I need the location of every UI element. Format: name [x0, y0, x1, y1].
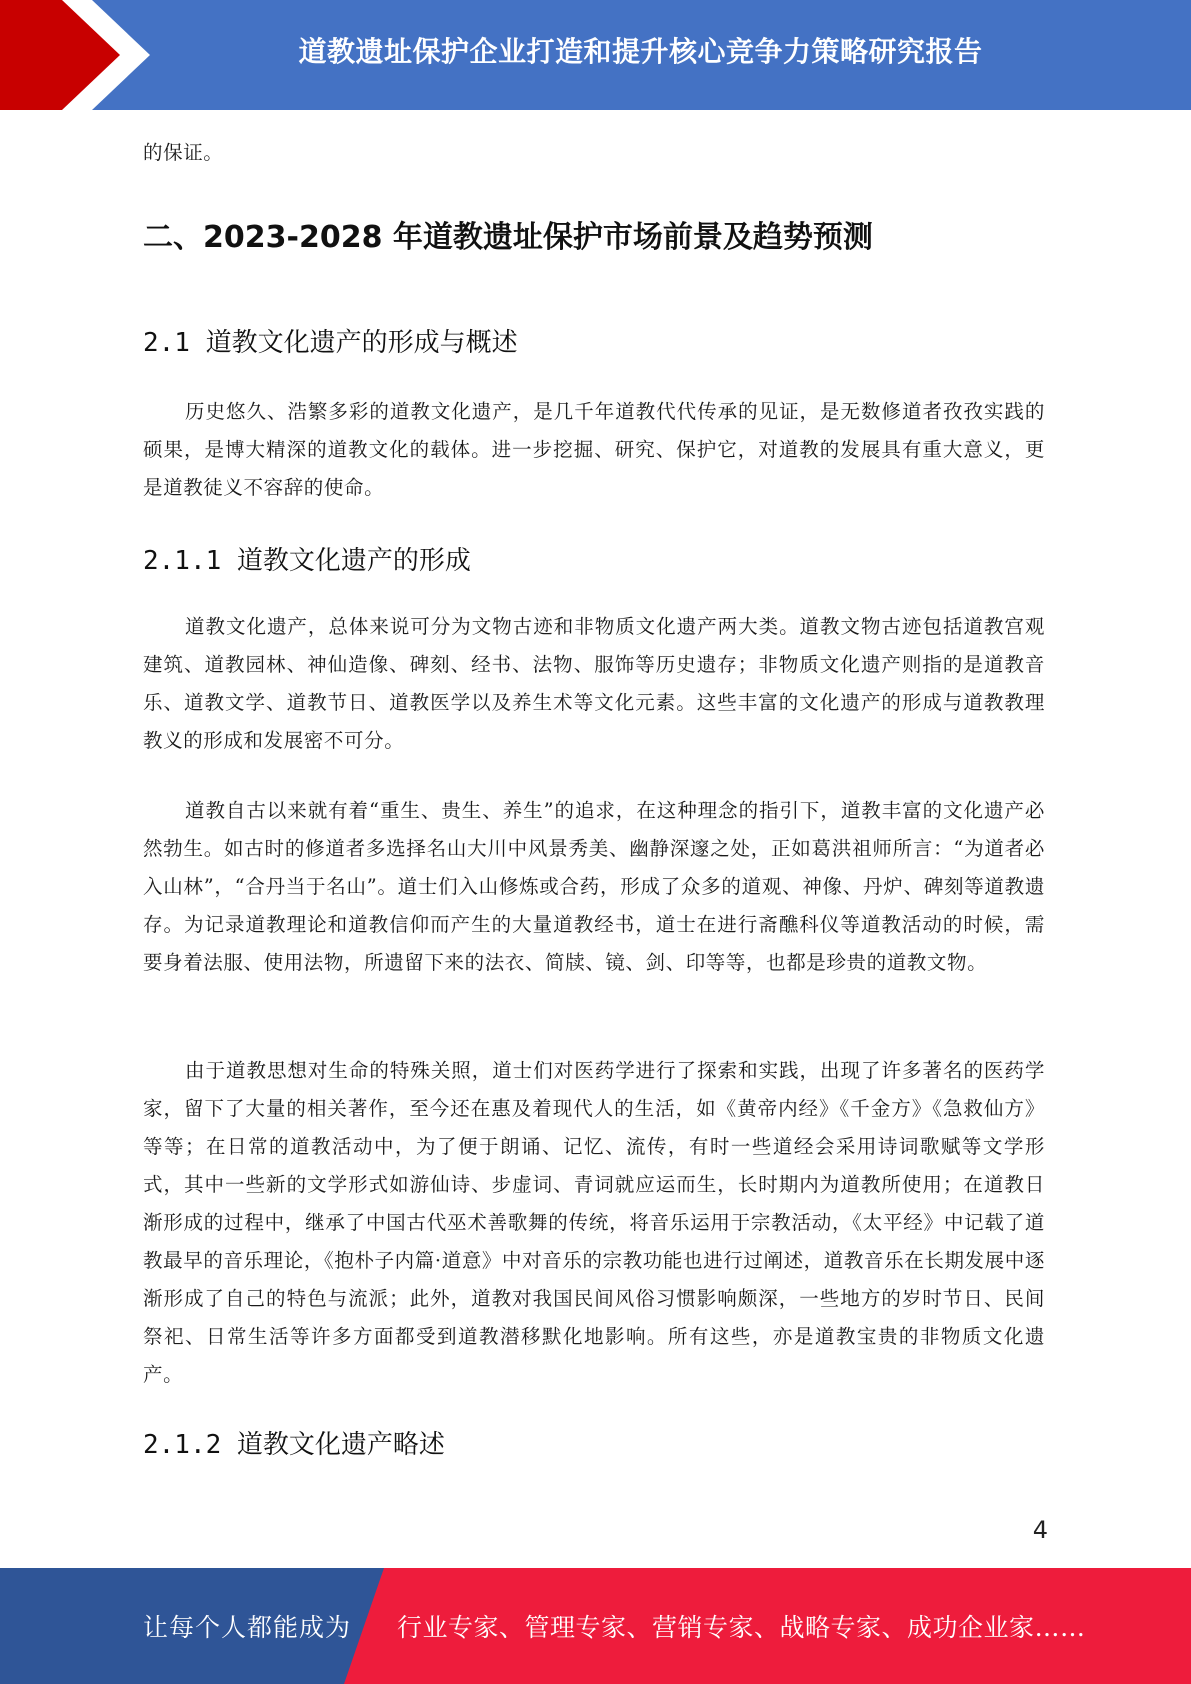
section-heading-2-1: 2.1 道教文化遗产的形成与概述 — [143, 328, 518, 358]
paragraph-intro: 历史悠久、浩繁多彩的道教文化遗产，是几千年道教代代传承的见证，是无数修道者孜孜实践的硕果，是博大精深的道教文化的载体。进一步挖掘、研究、保护它，对道教的发展具有重大意义，更是道教徒义不容辞的使命。 — [143, 400, 1045, 499]
paragraph-origins: 道教自古以来就有着“重生、贵生、养生”的追求，在这种理念的指引下，道教丰富的文化遗产必然勃生。如古时的修道者多选择名山大川中风景秀美、幽静深邃之处，正如葛洪祖师所言：“为道者必入山林”，“合丹当于名山”。道士们入山修炼或合药，形成了众多的道观、神像、丹炉、碑刻等道教遗存。为记录道教理论和道教信仰而产生的大量道教经书，道士在进行斋醮科仪等道教活动的时候，需要身着法服、使用法物，所遗留下来的法衣、简牍、镜、剑、印等等，也都是珍贵的道教文物。 — [143, 799, 1045, 974]
paragraph-formation: 道教文化遗产，总体来说可分为文物古迹和非物质文化遗产两大类。道教文物古迹包括道教宫观建筑、道教园林、神仙造像、碑刻、经书、法物、服饰等历史遗存；非物质文化遗产则指的是道教音乐、道教文学、道教节日、道教医学以及养生术等文化元素。这些丰富的文化遗产的形成与道教教理教义的形成和发展密不可分。 — [143, 615, 1045, 752]
section-heading-2-1-1: 2.1.1 道教文化遗产的形成 — [143, 546, 471, 576]
page-header — [0, 0, 1191, 110]
footer-roles: 行业专家、管理专家、营销专家、战略专家、成功企业家…… — [397, 1613, 1086, 1642]
chapter-heading: 二、2023-2028 年道教遗址保护市场前景及趋势预测 — [143, 220, 873, 255]
continued-text: 的保证。 — [143, 141, 224, 164]
header-chevron-icon — [0, 0, 150, 110]
footer-slogan: 让每个人都能成为 — [143, 1613, 352, 1642]
report-title: 道教遗址保护企业打造和提升核心竞争力策略研究报告 — [298, 35, 983, 68]
page-number: 4 — [1032, 1516, 1048, 1544]
paragraph-intangible-heritage: 由于道教思想对生命的特殊关照，道士们对医药学进行了探索和实践，出现了许多著名的医药学家，留下了大量的相关著作，至今还在惠及着现代人的生活，如《黄帝内经》《千金方》《急救仙方》等等；在日常的道教活动中，为了便于朗诵、记忆、流传，有时一些道经会采用诗词歌赋等文学形式，其中一些新的文学形式如游仙诗、步虚词、青词就应运而生，长时期内为道教所使用；在道教日渐形成的过程中，继承了中国古代巫术善歌舞的传统，将音乐运用于宗教活动，《太平经》中记载了道教最早的音乐理论，《抱朴子内篇·道意》中对音乐的宗教功能也进行过阐述，道教音乐在长期发展中逐渐形成了自己的特色与流派；此外，道教对我国民间风俗习惯影响颇深，一些地方的岁时节日、民间祭祀、日常生活等许多方面都受到道教潜移默化地影响。所有这些，亦是道教宝贵的非物质文化遗产。 — [143, 1059, 1045, 1386]
section-heading-2-1-2: 2.1.2 道教文化遗产略述 — [143, 1430, 445, 1460]
page-footer — [0, 1568, 1191, 1684]
